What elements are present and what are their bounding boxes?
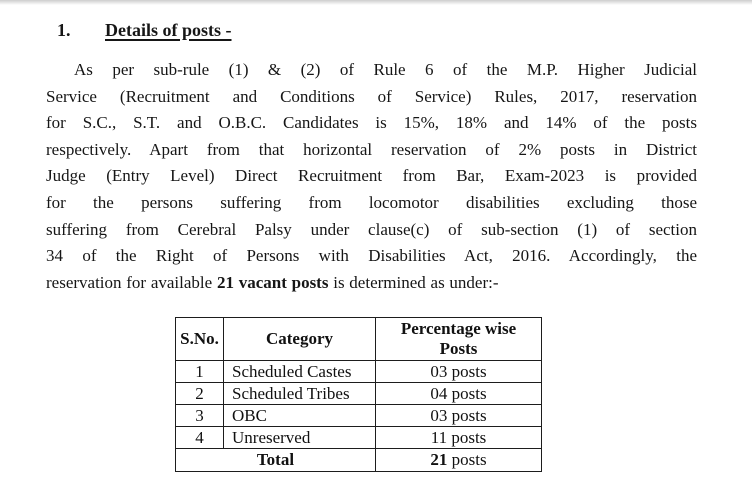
cell-sno: 4 — [176, 427, 224, 449]
cell-category: Scheduled Castes — [224, 361, 376, 383]
section-title: Details of posts - — [105, 20, 232, 40]
total-label: Total — [176, 449, 376, 472]
paragraph-text: is determined as under:- — [328, 272, 499, 292]
paragraph-line: for S.C., S.T. and O.B.C. Candidates is 15%, 18% and 14% of the posts — [46, 113, 697, 133]
paragraph-text: reservation for available — [46, 272, 217, 292]
table-header-row — [176, 318, 542, 361]
table-row — [176, 405, 542, 427]
cell-category: Scheduled Tribes — [224, 383, 376, 405]
col-header-category: Category — [224, 318, 376, 361]
cell-posts: 11 posts — [376, 427, 542, 449]
paragraph-line: Service (Recruitment and Conditions of Service) Rules, 2017, reservation — [46, 86, 697, 106]
paragraph-line: Judge (Entry Level) Direct Recruitment from Bar, Exam-2023 is provided — [46, 166, 697, 186]
paragraph-line: As per sub-rule (1) & (2) of Rule 6 of the M.P. Higher Judicial — [74, 60, 697, 79]
top-edge-shadow — [0, 0, 752, 5]
section-heading — [57, 19, 232, 41]
posts-table — [175, 317, 542, 472]
total-suffix: posts — [447, 450, 487, 469]
body-paragraph — [46, 57, 697, 296]
cell-category: OBC — [224, 405, 376, 427]
cell-sno: 2 — [176, 383, 224, 405]
paragraph-line: 34 of the Right of Persons with Disabilities Act, 2016. Accordingly, the — [46, 246, 697, 266]
col-header-percentage-posts: Percentage wise Posts — [376, 318, 542, 361]
table-row — [176, 383, 542, 405]
paragraph-line: respectively. Apart from that horizontal reservation of 2% posts in District — [46, 139, 697, 159]
cell-sno: 3 — [176, 405, 224, 427]
total-posts-value — [376, 449, 542, 472]
paragraph-line: for the persons suffering from locomotor disabilities excluding those — [46, 192, 697, 212]
paragraph-line: suffering from Cerebral Palsy under clause(c) of sub-section (1) of section — [46, 219, 697, 239]
cell-category: Unreserved — [224, 427, 376, 449]
cell-posts: 03 posts — [376, 405, 542, 427]
col-header-sno: S.No. — [176, 318, 224, 361]
total-count: 21 — [430, 450, 448, 469]
table-total-row — [176, 449, 542, 472]
paragraph-last-line — [46, 270, 697, 297]
table-row — [176, 427, 542, 449]
cell-posts: 03 posts — [376, 361, 542, 383]
cell-sno: 1 — [176, 361, 224, 383]
section-number: 1. — [57, 20, 71, 40]
table-row — [176, 361, 542, 383]
vacant-posts-bold-text: 21 vacant posts — [216, 272, 329, 292]
cell-posts: 04 posts — [376, 383, 542, 405]
